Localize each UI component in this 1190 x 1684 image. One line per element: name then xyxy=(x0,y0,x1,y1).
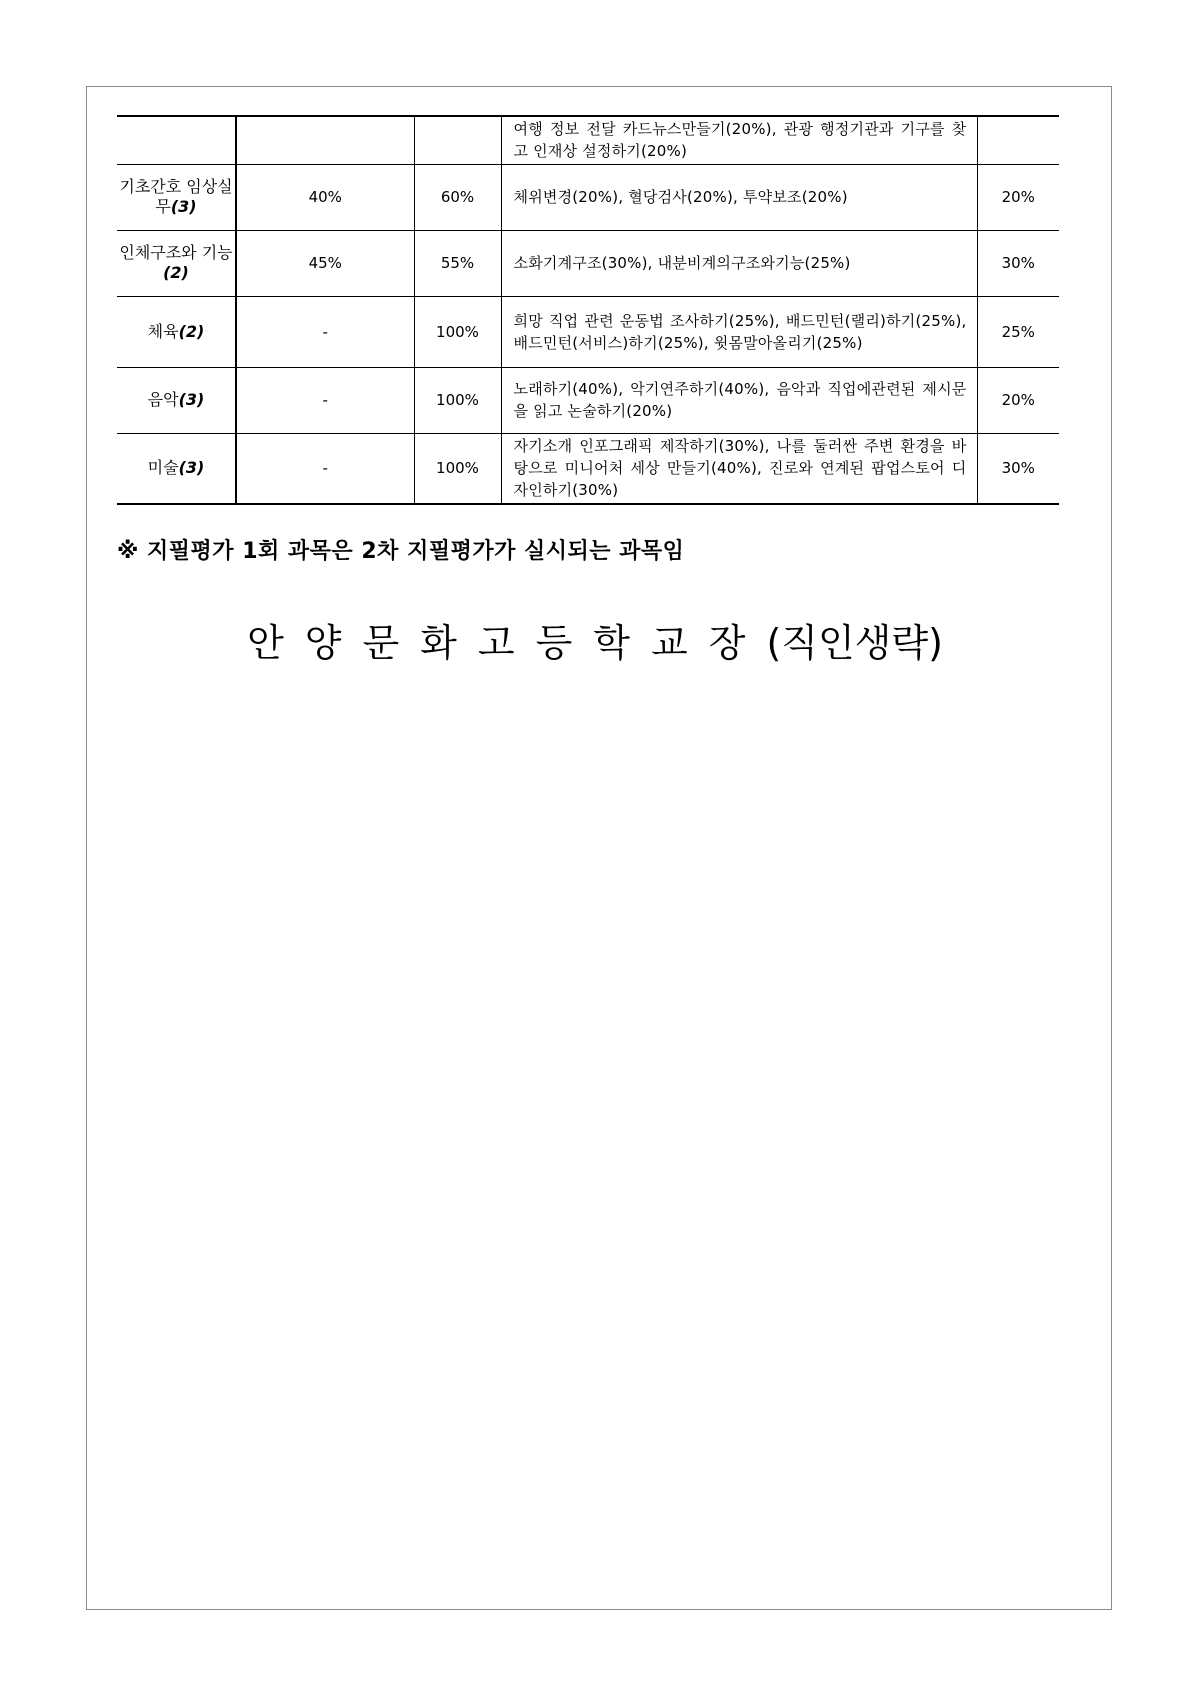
last-ratio-cell: 20% xyxy=(977,367,1059,433)
subject-cell xyxy=(117,116,236,164)
subject-cell: 미술(3) xyxy=(117,433,236,504)
performance-ratio-cell: 100% xyxy=(414,367,501,433)
written-ratio-cell: 40% xyxy=(236,164,414,230)
performance-detail-cell: 노래하기(40%), 악기연주하기(40%), 음악과 직업에관련된 제시문을 읽고 논술하기(20%) xyxy=(501,367,977,433)
performance-detail-cell: 소화기계구조(30%), 내분비계의구조와기능(25%) xyxy=(501,230,977,296)
table-row xyxy=(117,116,1059,164)
table-row xyxy=(117,230,1059,296)
last-ratio-cell: 30% xyxy=(977,230,1059,296)
performance-detail-cell: 자기소개 인포그래픽 제작하기(30%), 나를 둘러싼 주변 환경을 바탕으로 미니어처 세상 만들기(40%), 진로와 연계된 팝업스토어 디자인하기(30%) xyxy=(501,433,977,504)
performance-detail-cell: 체위변경(20%), 혈당검사(20%), 투약보조(20%) xyxy=(501,164,977,230)
performance-ratio-cell: 60% xyxy=(414,164,501,230)
last-ratio-cell: 25% xyxy=(977,296,1059,367)
written-ratio-cell: - xyxy=(236,367,414,433)
table-row xyxy=(117,433,1059,504)
subject-cell: 인체구조와 기능(2) xyxy=(117,230,236,296)
table-row xyxy=(117,164,1059,230)
last-ratio-cell: 20% xyxy=(977,164,1059,230)
performance-detail-cell: 희망 직업 관련 운동법 조사하기(25%), 배드민턴(랠리)하기(25%), 배드민턴(서비스)하기(25%), 윗몸말아올리기(25%) xyxy=(501,296,977,367)
last-ratio-cell xyxy=(977,116,1059,164)
performance-ratio-cell: 100% xyxy=(414,433,501,504)
subject-cell: 음악(3) xyxy=(117,367,236,433)
performance-detail-cell: 여행 정보 전달 카드뉴스만들기(20%), 관광 행정기관과 기구를 찾고 인재상 설정하기(20%) xyxy=(501,116,977,164)
subject-cell: 기초간호 임상실무(3) xyxy=(117,164,236,230)
school-principal-signature xyxy=(0,612,1190,667)
footnote: ※ 지필평가 1회 과목은 2차 지필평가가 실시되는 과목임 xyxy=(117,539,685,564)
written-ratio-cell: - xyxy=(236,296,414,367)
table-row xyxy=(117,296,1059,367)
subject-cell: 체육(2) xyxy=(117,296,236,367)
table-row xyxy=(117,367,1059,433)
last-ratio-cell: 30% xyxy=(977,433,1059,504)
signature-name: 안양문화고등학교장 xyxy=(247,621,767,665)
performance-ratio-cell: 100% xyxy=(414,296,501,367)
written-ratio-cell xyxy=(236,116,414,164)
performance-ratio-cell: 55% xyxy=(414,230,501,296)
evaluation-table xyxy=(117,115,1059,505)
signature-suffix: (직인생략) xyxy=(766,621,943,665)
performance-ratio-cell xyxy=(414,116,501,164)
written-ratio-cell: 45% xyxy=(236,230,414,296)
written-ratio-cell: - xyxy=(236,433,414,504)
